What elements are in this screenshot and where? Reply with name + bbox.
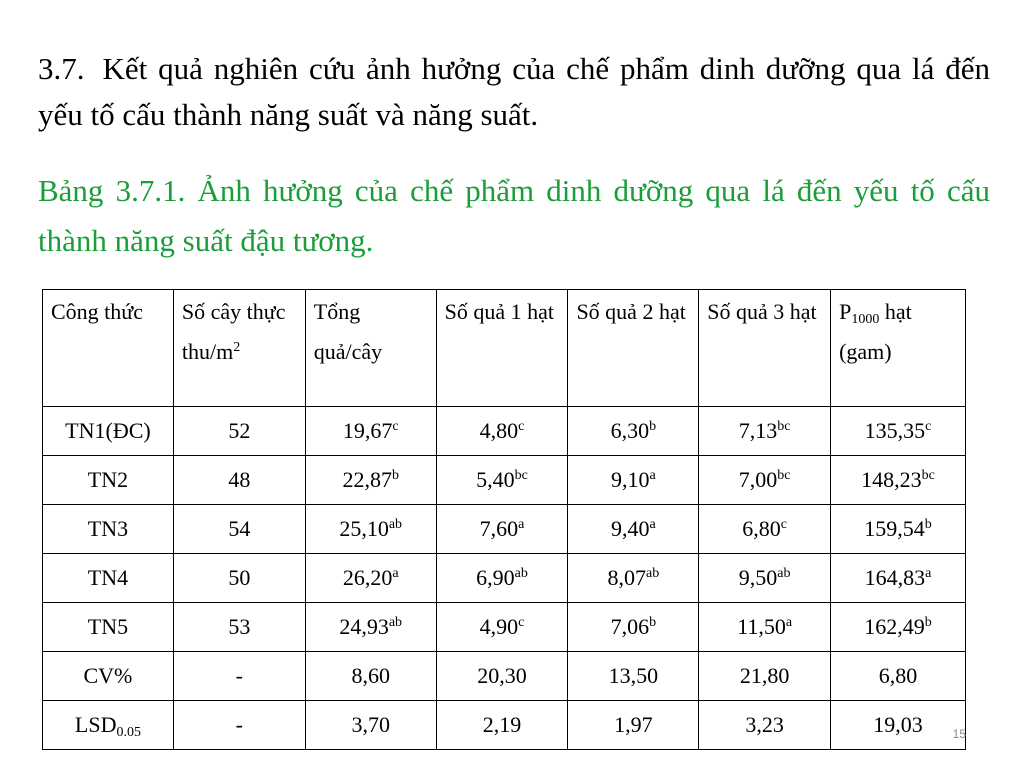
cell-value: 22,87 [342, 467, 392, 492]
cell-tong: 3,70 [305, 701, 436, 750]
header-so-cay-sup: 2 [233, 340, 241, 355]
cell-q2 [568, 554, 699, 603]
cell-p [831, 603, 966, 652]
cell-q3 [699, 407, 831, 456]
cell-tong [305, 407, 436, 456]
cell-tong [305, 554, 436, 603]
cell-letter: bc [777, 468, 791, 483]
section-number: 3.7. [38, 51, 85, 86]
lsd-sub: 0.05 [116, 725, 141, 740]
cell-letter: ab [514, 566, 528, 581]
cell-letter: c [518, 615, 525, 630]
section-heading [38, 46, 990, 138]
cell-name [43, 701, 174, 750]
cell-letter: a [649, 468, 656, 483]
cell-value: 159,54 [864, 516, 925, 541]
cell-q3 [699, 456, 831, 505]
cell-value: 6,80 [742, 516, 781, 541]
header-cong-thuc: Công thức [43, 290, 174, 407]
table-caption: Bảng 3.7.1. Ảnh hưởng của chế phẩm dinh dưỡng qua lá đến yếu tố cấu thành năng suất đậu tương. [38, 173, 990, 258]
table-row [43, 456, 966, 505]
cell-value: 7,06 [610, 614, 650, 639]
cell-name: TN1(ĐC) [43, 407, 174, 456]
cell-name: CV% [43, 652, 174, 701]
cell-so-cay: 50 [173, 554, 305, 603]
cell-letter: c [925, 419, 932, 434]
header-qua-3-hat: Số quả 3 hạt [699, 290, 831, 407]
cell-value: 9,50 [738, 565, 778, 590]
cell-value: 135,35 [864, 418, 926, 443]
cell-value: 4,90 [479, 614, 519, 639]
cell-tong [305, 603, 436, 652]
header-qua-1-hat: Số quả 1 hạt [436, 290, 568, 407]
cell-q1 [436, 456, 568, 505]
cell-value: 164,83 [864, 565, 926, 590]
cell-value: 9,40 [610, 516, 650, 541]
cell-letter: b [649, 419, 657, 434]
cell-letter: ab [388, 615, 403, 630]
table-row-lsd [43, 701, 966, 750]
cell-name: TN4 [43, 554, 174, 603]
cell-q2 [568, 407, 699, 456]
cell-q3 [699, 554, 831, 603]
cell-q3: 3,23 [699, 701, 831, 750]
cell-so-cay: 54 [173, 505, 305, 554]
header-p1000 [831, 290, 966, 407]
cell-name: TN2 [43, 456, 174, 505]
cell-letter: b [924, 517, 932, 532]
cell-value: 148,23 [861, 467, 922, 492]
header-tong-qua: Tổng quả/cây [305, 290, 436, 407]
yield-components-table [42, 289, 966, 750]
header-p-prefix: P [839, 299, 852, 324]
cell-so-cay: 52 [173, 407, 305, 456]
cell-q2: 13,50 [568, 652, 699, 701]
cell-p: 6,80 [831, 652, 966, 701]
cell-q2 [568, 603, 699, 652]
cell-letter: ab [388, 517, 403, 532]
cell-letter: bc [777, 419, 791, 434]
header-qua-2-hat: Số quả 2 hạt [568, 290, 699, 407]
cell-p [831, 456, 966, 505]
cell-letter: c [392, 419, 399, 434]
cell-value: 11,50 [737, 614, 786, 639]
header-p-suffix: hạt (gam) [839, 299, 912, 364]
cell-value: 7,60 [479, 516, 519, 541]
cell-letter: a [925, 566, 932, 581]
section-title: Kết quả nghiên cứu ảnh hưởng của chế phẩm dinh dưỡng qua lá đến yếu tố cấu thành năng suất và năng suất. [38, 51, 990, 132]
cell-letter: a [518, 517, 525, 532]
lsd-prefix: LSD [74, 712, 117, 737]
cell-letter: c [518, 419, 525, 434]
header-so-cay [173, 290, 305, 407]
cell-letter: bc [514, 468, 528, 483]
cell-so-cay: - [173, 701, 305, 750]
cell-value: 162,49 [864, 614, 925, 639]
cell-value: 7,13 [738, 418, 778, 443]
cell-value: 6,90 [476, 565, 515, 590]
table-row [43, 505, 966, 554]
cell-letter: a [785, 615, 793, 630]
cell-letter: b [391, 468, 399, 483]
cell-value: 24,93 [339, 614, 389, 639]
cell-p [831, 505, 966, 554]
cell-tong: 8,60 [305, 652, 436, 701]
cell-p: 19,03 [831, 701, 966, 750]
cell-letter: bc [921, 468, 935, 483]
header-so-cay-text: Số cây thực thu/m [181, 299, 286, 364]
cell-letter: ab [645, 566, 660, 581]
cell-so-cay: - [173, 652, 305, 701]
table-row [43, 554, 966, 603]
cell-q1 [436, 554, 568, 603]
cell-p [831, 554, 966, 603]
cell-name: TN5 [43, 603, 174, 652]
cell-letter: c [780, 517, 788, 532]
header-p-sub: 1000 [851, 312, 880, 327]
cell-q2 [568, 505, 699, 554]
cell-q3: 21,80 [699, 652, 831, 701]
cell-q1: 2,19 [436, 701, 568, 750]
cell-q1 [436, 505, 568, 554]
cell-value: 5,40 [476, 467, 515, 492]
cell-q2 [568, 456, 699, 505]
cell-value: 19,67 [342, 418, 393, 443]
cell-q1 [436, 603, 568, 652]
cell-p [831, 407, 966, 456]
cell-q1 [436, 407, 568, 456]
cell-value: 26,20 [342, 565, 393, 590]
page-number: 15 [952, 727, 966, 741]
cell-letter: a [392, 566, 399, 581]
cell-q1: 20,30 [436, 652, 568, 701]
cell-letter: b [924, 615, 932, 630]
cell-value: 25,10 [339, 516, 389, 541]
cell-letter: b [649, 615, 657, 630]
cell-letter: a [649, 517, 656, 532]
cell-value: 9,10 [610, 467, 650, 492]
cell-value: 7,00 [738, 467, 778, 492]
cell-tong [305, 456, 436, 505]
cell-letter: ab [777, 566, 791, 581]
table-row [43, 603, 966, 652]
table-row [43, 407, 966, 456]
cell-q2: 1,97 [568, 701, 699, 750]
cell-value: 8,07 [607, 565, 646, 590]
cell-so-cay: 53 [173, 603, 305, 652]
cell-value: 4,80 [479, 418, 519, 443]
table-header-row [43, 290, 966, 407]
cell-q3 [699, 603, 831, 652]
cell-name: TN3 [43, 505, 174, 554]
cell-q3 [699, 505, 831, 554]
table-row-cv [43, 652, 966, 701]
cell-tong [305, 505, 436, 554]
cell-so-cay: 48 [173, 456, 305, 505]
cell-value: 6,30 [610, 418, 650, 443]
